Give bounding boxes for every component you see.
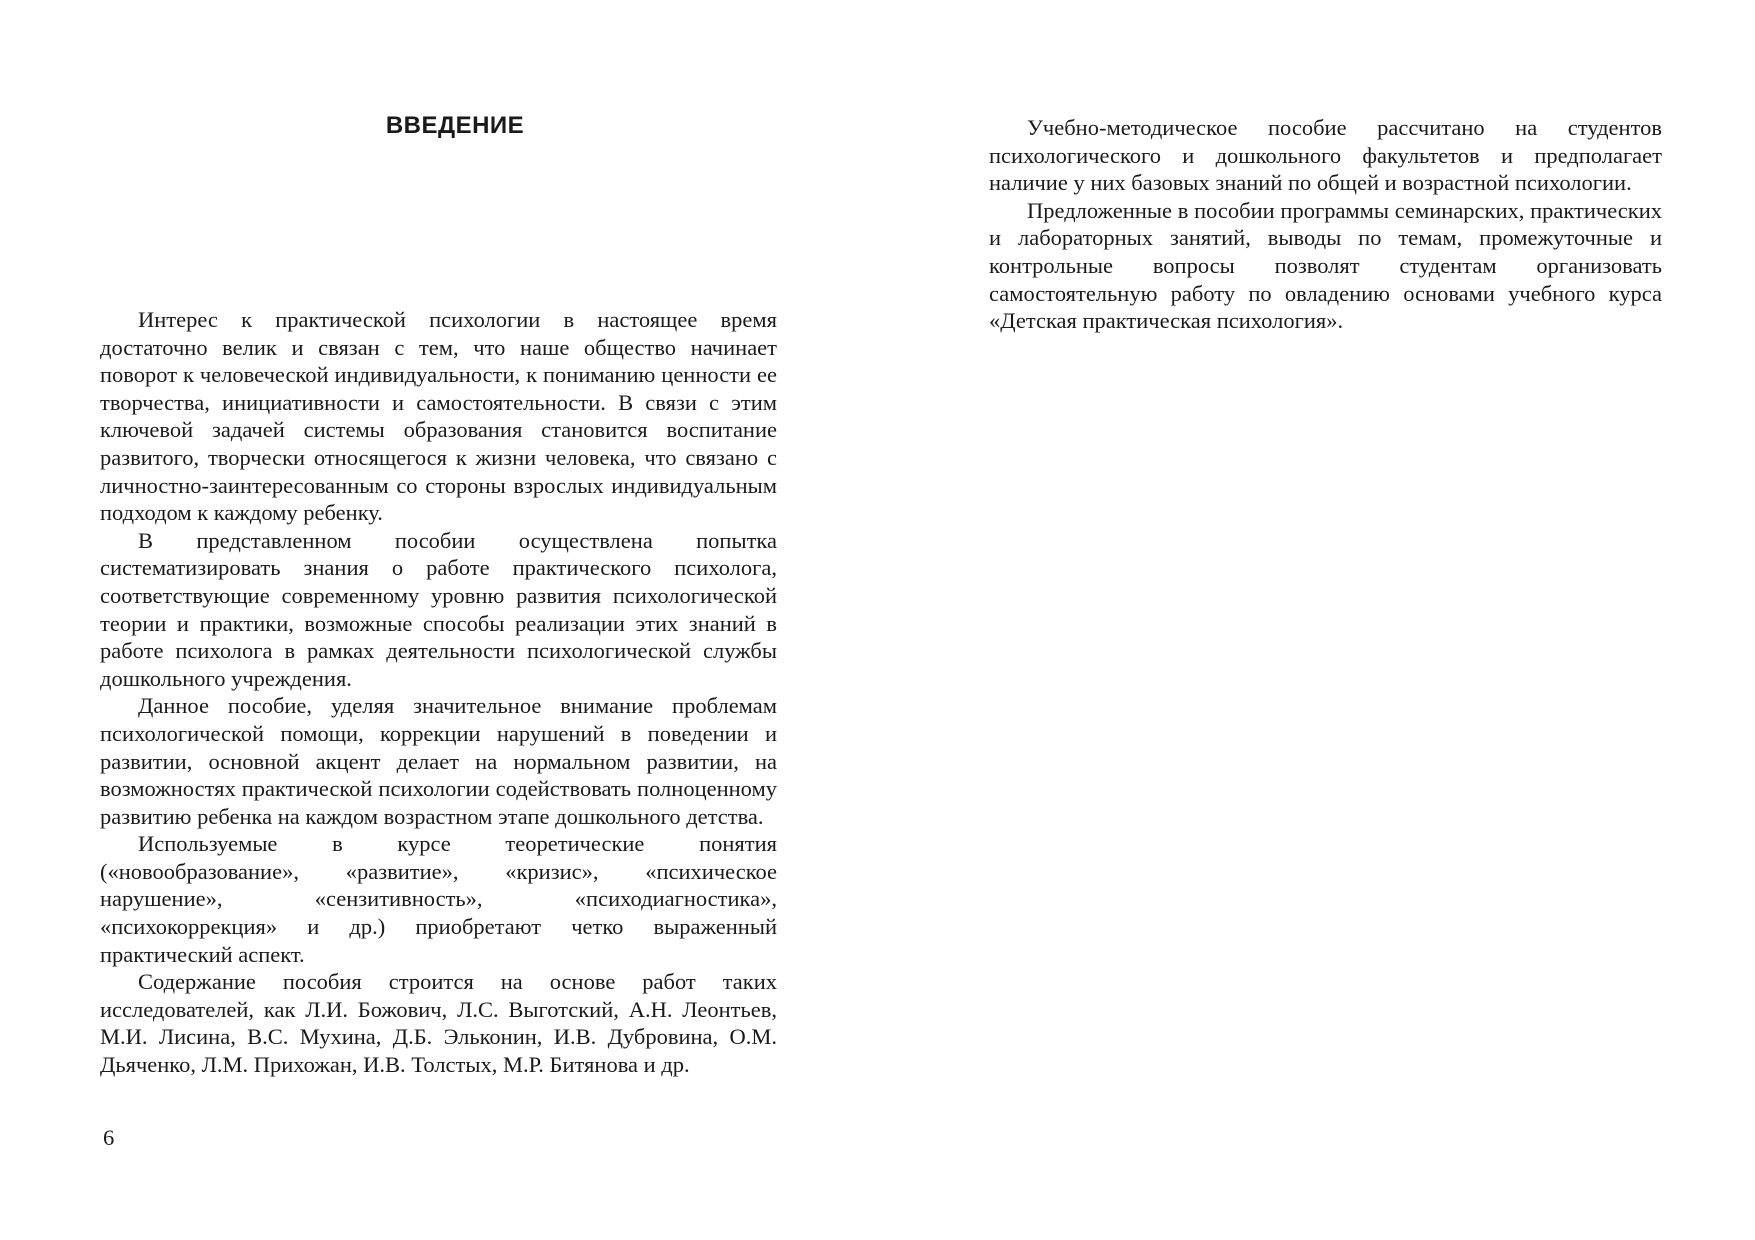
- right-page: [877, 0, 1755, 1240]
- left-page: [0, 0, 877, 1240]
- paragraph: Предложенные в пособии программы семинарских, практических и лабораторных занятий, выводы по темам, промежуточные и контрольные вопросы позволят студентам организовать самостоятельную работу по овладению основами учебного курса «Детская практическая психология».: [989, 197, 1662, 334]
- chapter-heading: ВВЕДЕНИЕ: [385, 112, 525, 139]
- paragraph: Данное пособие, уделяя значительное внимание проблемам психологической помощи, коррекции нарушений в поведении и развитии, основной акцент делает на нормальном развитии, на возможностях практической психологии содействовать полноценному развитию ребенка на каждом возрастном этапе дошкольного детства.: [100, 693, 777, 829]
- paragraph: В представленном пособии осуществлена попытка систематизировать знания о работе практического психолога, соответствующие современному уровню развития психологической теории и практики, возможные способы реализации этих знаний в работе психолога в рамках деятельности психологической службы дошкольного учреждения.: [100, 527, 777, 691]
- page-number: 6: [103, 1125, 115, 1150]
- paragraph: Содержание пособия строится на основе работ таких исследователей, как Л.И. Божович, Л.С. Выготский, А.Н. Леонтьев, М.И. Лисина, В.С. Мухина, Д.Б. Эльконин, И.В. Дубровина, О.М. Дьяченко, Л.М. Прихожан, И.В. Толстых, М.Р. Битянова и др.: [100, 969, 777, 1078]
- left-page-text: [100, 306, 777, 1079]
- paragraph: Учебно-методическое пособие рассчитано на студентов психологического и дошкольного факультетов и предполагает наличие у них базовых знаний по общей и возрастной психологии.: [989, 115, 1662, 196]
- right-page-text: [989, 114, 1662, 335]
- paragraph: Используемые в курсе теоретические понятия («новообразование», «развитие», «кризис», «психическое нарушение», «сензитивность», «психодиагностика», «психокоррекция» и др.) приобретают четко выраженный практический аспект.: [100, 831, 777, 967]
- paragraph: Интерес к практической психологии в настоящее время достаточно велик и связан с тем, что наше общество начинает поворот к человеческой индивидуальности, к пониманию ценности ее творчества, инициативности и самостоятельности. В связи с этим ключевой задачей системы образования становится воспитание развитого, творчески относящегося к жизни человека, что связано с личностно-заинтересованным со стороны взрослых индивидуальным подходом к каждому ребенку.: [100, 307, 777, 526]
